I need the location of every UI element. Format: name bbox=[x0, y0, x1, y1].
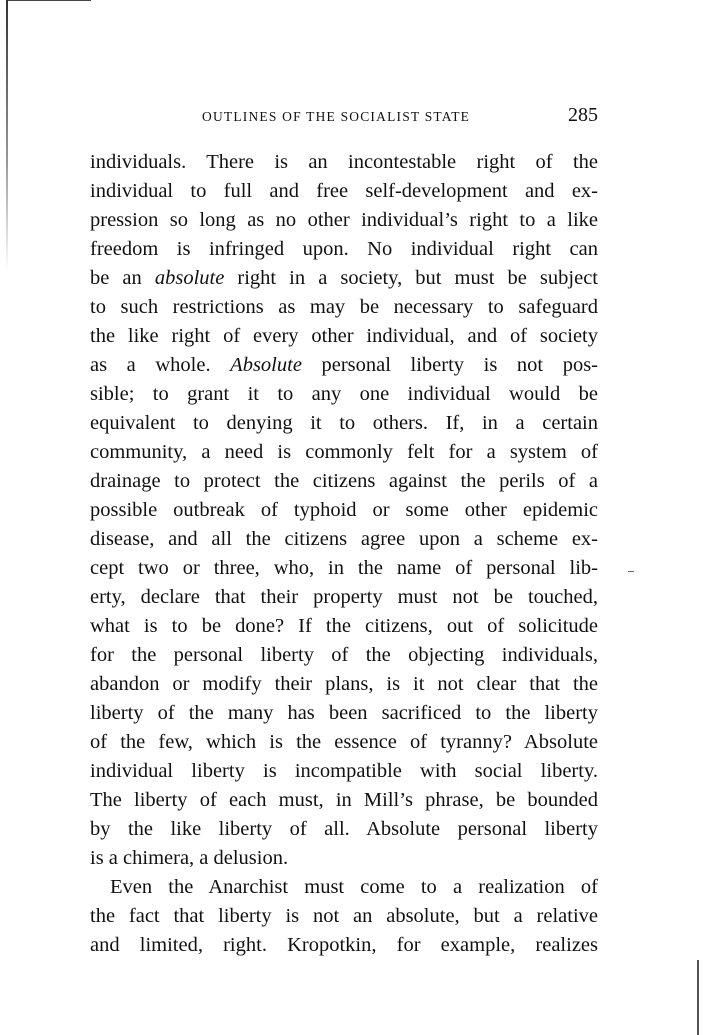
text-segment: to such restrictions as may be necessary to safeguard bbox=[90, 296, 598, 318]
text-segment: is a chimera, a delusion. bbox=[90, 847, 289, 869]
text-line bbox=[90, 293, 598, 322]
text-segment: individual liberty is incompatible with social liberty. bbox=[90, 760, 598, 782]
text-segment: cept two or three, who, in the name of personal lib- bbox=[90, 557, 598, 579]
text-segment: erty, declare that their property must not be touched, bbox=[90, 586, 598, 608]
text-segment: liberty of the many has been sacrificed to the liberty bbox=[90, 702, 598, 724]
italic-text: absolute bbox=[154, 267, 225, 289]
text-segment: of the few, which is the essence of tyranny? Absolute bbox=[90, 731, 598, 753]
text-segment: possible outbreak of typhoid or some other epidemic bbox=[90, 499, 598, 521]
text-line bbox=[90, 902, 598, 931]
text-segment: Even the Anarchist must come to a realization of bbox=[110, 876, 598, 898]
text-segment: and limited, right. Kropotkin, for example, realizes bbox=[90, 934, 598, 956]
scan-edge-top bbox=[6, 0, 91, 1]
page-number: 285 bbox=[568, 104, 598, 126]
text-line bbox=[90, 728, 598, 757]
text-segment: right in a society, but must be subject bbox=[224, 267, 598, 289]
text-segment: pression so long as no other individual’s right to a like bbox=[90, 209, 598, 231]
text-line bbox=[90, 786, 598, 815]
text-line bbox=[90, 380, 598, 409]
text-line bbox=[90, 757, 598, 786]
text-segment: the like right of every other individual, and of society bbox=[90, 325, 598, 347]
text-line bbox=[90, 844, 598, 873]
text-line bbox=[90, 583, 598, 612]
text-segment: disease, and all the citizens agree upon a scheme ex- bbox=[90, 528, 598, 550]
scan-edge-left bbox=[6, 0, 8, 270]
text-line bbox=[90, 554, 598, 583]
text-line bbox=[90, 612, 598, 641]
text-segment: by the like liberty of all. Absolute personal liberty bbox=[90, 818, 598, 840]
text-line bbox=[90, 873, 598, 902]
italic-text: Absolute bbox=[230, 354, 302, 376]
text-line bbox=[90, 496, 598, 525]
scan-edge-right bbox=[697, 960, 699, 1035]
text-segment: community, a need is commonly felt for a system of bbox=[90, 441, 598, 463]
page-header bbox=[90, 104, 598, 130]
text-segment: individuals. There is an incontestable right of the bbox=[90, 151, 598, 173]
text-line bbox=[90, 264, 598, 293]
text-line bbox=[90, 409, 598, 438]
text-segment: personal liberty is not pos- bbox=[301, 354, 598, 376]
running-title: OUTLINES OF THE SOCIALIST STATE bbox=[202, 109, 471, 124]
text-line bbox=[90, 438, 598, 467]
text-line bbox=[90, 235, 598, 264]
text-line bbox=[90, 177, 598, 206]
text-segment: freedom is infringed upon. No individual right can bbox=[90, 238, 598, 260]
text-line bbox=[90, 931, 598, 960]
text-segment: The liberty of each must, in Mill’s phrase, be bounded bbox=[90, 789, 598, 811]
text-segment: abandon or modify their plans, is it not clear that the bbox=[90, 673, 598, 695]
scan-mark bbox=[628, 571, 634, 572]
text-line bbox=[90, 699, 598, 728]
text-segment: sible; to grant it to any one individual would be bbox=[90, 383, 598, 405]
text-segment: the fact that liberty is not an absolute, but a relative bbox=[90, 905, 598, 927]
text-line bbox=[90, 467, 598, 496]
text-line bbox=[90, 148, 598, 177]
text-line bbox=[90, 641, 598, 670]
text-segment: be an bbox=[90, 267, 155, 289]
text-line bbox=[90, 351, 598, 380]
text-segment: as a whole. bbox=[90, 354, 231, 376]
text-segment: what is to be done? If the citizens, out of solicitude bbox=[90, 615, 598, 637]
text-line bbox=[90, 206, 598, 235]
text-line bbox=[90, 670, 598, 699]
text-line bbox=[90, 525, 598, 554]
text-segment: equivalent to denying it to others. If, in a certain bbox=[90, 412, 598, 434]
text-segment: individual to full and free self-development and ex- bbox=[90, 180, 598, 202]
text-segment: for the personal liberty of the objecting individuals, bbox=[90, 644, 598, 666]
text-segment: drainage to protect the citizens against the perils of a bbox=[90, 470, 598, 492]
text-line bbox=[90, 322, 598, 351]
text-line bbox=[90, 815, 598, 844]
body-text bbox=[90, 148, 598, 960]
